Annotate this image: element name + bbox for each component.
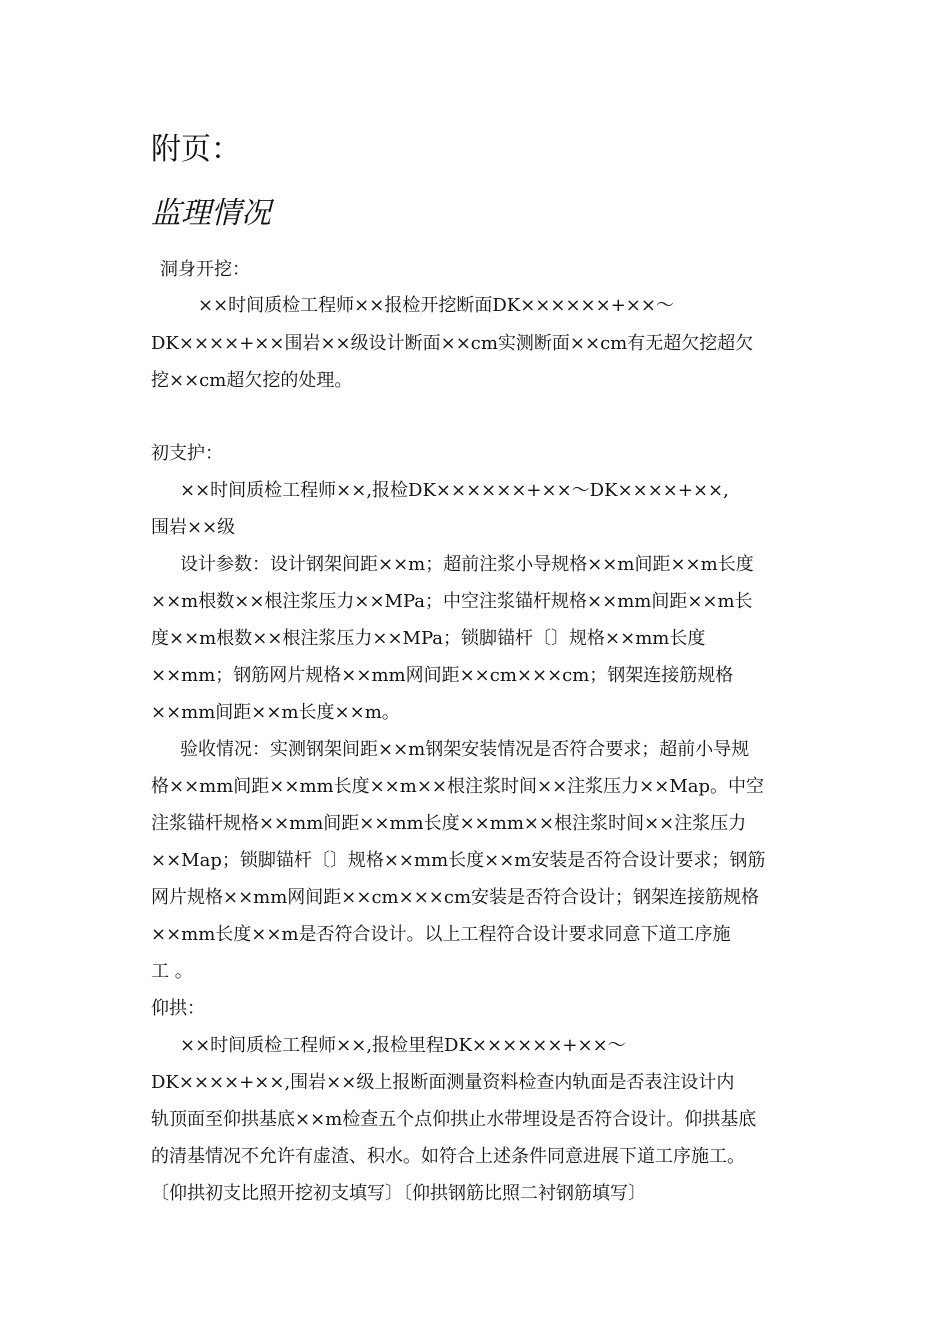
invert-note: 〔仰拱初支比照开挖初支填写〕〔仰拱钢筋比照二衬钢筋填写〕 bbox=[151, 1183, 646, 1204]
excavation-line-2: DK××××+××围岩××级设计断面××cm实测断面××cm有无超欠挖超欠 bbox=[151, 333, 754, 354]
attachment-title: 附页： bbox=[151, 132, 241, 167]
invert-line-2: DK××××+××,围岩××级上报断面测量资料检查内轨面是否表注设计内 bbox=[151, 1072, 735, 1093]
acceptance-line-2: 格××mm间距××mm长度××m××根注浆时间××注浆压力××Map。中空 bbox=[151, 776, 765, 797]
acceptance-line-4: ××Map；锁脚锚杆〔〕规格××mm长度××m安装是否符合设计要求；钢筋 bbox=[151, 850, 766, 871]
design-params-line-5: ××mm间距××m长度××m。 bbox=[151, 702, 400, 723]
design-params-line-3: 度××m根数××根注浆压力××MPa；锁脚锚杆〔〕规格××mm长度 bbox=[151, 628, 706, 649]
acceptance-line-3: 注浆锚杆规格××mm间距××mm长度××mm××根注浆时间××注浆压力 bbox=[151, 813, 747, 834]
invert-line-4: 的清基情况不允许有虚渣、积水。如符合上述条件同意进展下道工序施工。 bbox=[151, 1146, 745, 1167]
acceptance-line-7: 工 。 bbox=[151, 961, 193, 982]
initial-support-line-1: ××时间质检工程师××,报检DK××××××+××～DK××××+××, bbox=[180, 480, 729, 501]
invert-label: 仰拱： bbox=[151, 998, 205, 1019]
acceptance-line-5: 网片规格××mm网间距××cm×××cm安装是否符合设计；钢架连接筋规格 bbox=[151, 887, 760, 908]
acceptance-line-1: 验收情况：实测钢架间距××m钢架安装情况是否符合要求；超前小导规 bbox=[180, 739, 750, 760]
design-params-line-2: ××m根数××根注浆压力××MPa；中空注浆锚杆规格××mm间距××m长 bbox=[151, 591, 753, 612]
excavation-line-1: ××时间质检工程师××报检开挖断面DK××××××+××～ bbox=[198, 295, 674, 316]
design-params-line-1: 设计参数：设计钢架间距××m；超前注浆小导规格××m间距××m长度 bbox=[180, 554, 754, 575]
initial-support-label: 初支护： bbox=[151, 443, 223, 464]
invert-line-1: ××时间质检工程师××,报检里程DK××××××+××～ bbox=[180, 1035, 626, 1056]
excavation-label: 洞身开挖： bbox=[160, 259, 250, 280]
excavation-line-3: 挖××cm超欠挖的处理。 bbox=[151, 370, 353, 391]
supervision-title: 监理情况 bbox=[151, 196, 271, 231]
design-params-line-4: ××mm；钢筋网片规格××mm网间距××cm×××cm；钢架连接筋规格 bbox=[151, 665, 734, 686]
initial-support-line-2: 围岩××级 bbox=[151, 517, 236, 538]
acceptance-line-6: ××mm长度××m是否符合设计。以上工程符合设计要求同意下道工序施 bbox=[151, 924, 731, 945]
invert-line-3: 轨顶面至仰拱基底××m检查五个点仰拱止水带埋设是否符合设计。仰拱基底 bbox=[151, 1109, 757, 1130]
